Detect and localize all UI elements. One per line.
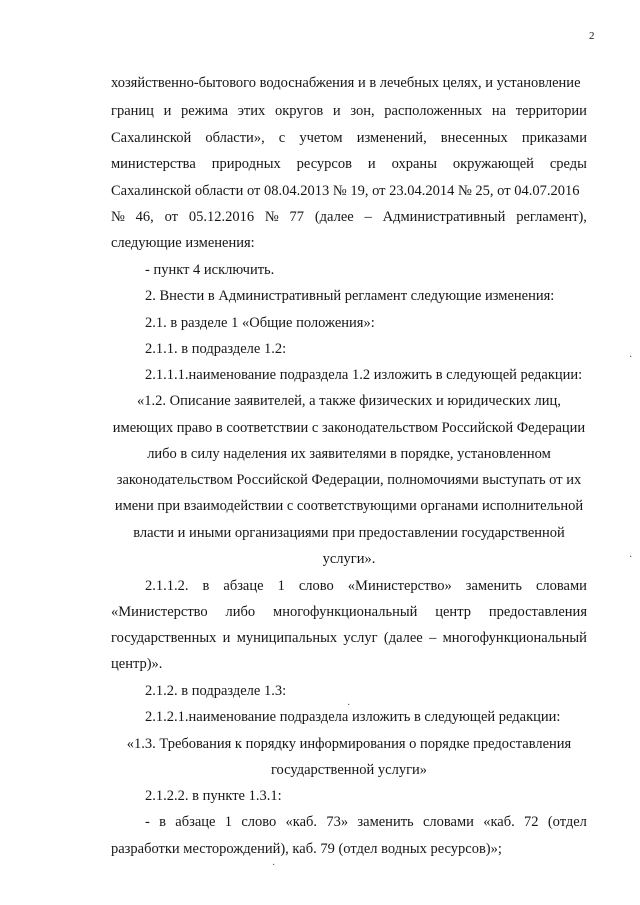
word: на	[491, 103, 507, 119]
word: учетом	[299, 130, 343, 146]
word: с	[278, 130, 286, 146]
word: от	[164, 209, 178, 225]
word: окружающей	[452, 156, 534, 172]
word: многофункциональный	[273, 604, 418, 620]
para-2-1-1-2-line4: центр)».	[111, 656, 163, 672]
para1-line7: следующие изменения:	[111, 235, 255, 251]
word: (далее	[314, 209, 354, 225]
quote1-line1: «1.2. Описание заявителей, а также физических и юридических лиц,	[137, 393, 561, 409]
quote1-line7: услуги».	[322, 551, 376, 567]
para-2-1-1-2-line3	[111, 629, 587, 647]
word: «каб.	[285, 814, 318, 830]
word: в	[159, 814, 166, 830]
word: (отдел	[547, 814, 587, 830]
word: ресурсов	[296, 156, 352, 172]
para-2-1-1-2-line1	[145, 577, 587, 595]
word: министерства	[111, 156, 196, 172]
word: области»,	[205, 130, 265, 146]
word: 46,	[135, 209, 154, 225]
word: предоставления	[488, 604, 587, 620]
word: изменений,	[356, 130, 427, 146]
word: Административный	[382, 209, 506, 225]
scan-speck: ·	[272, 860, 276, 871]
word: зон,	[350, 103, 375, 119]
word: среды	[549, 156, 587, 172]
quote2-line1: «1.3. Требования к порядку информирования о порядке предоставления	[126, 736, 572, 752]
word: словами	[422, 814, 474, 830]
word: либо	[225, 604, 256, 620]
word: 2.1.1.2.	[145, 578, 189, 594]
word: внесенных	[440, 130, 508, 146]
para1-line1: хозяйственно-бытового водоснабжения и в лечебных целях, и установление	[111, 75, 581, 91]
word: этих	[237, 103, 266, 119]
word: Сахалинской	[111, 130, 192, 146]
word: 1	[277, 578, 285, 594]
para1-line5: Сахалинской области от 08.04.2013 № 19, от 23.04.2014 № 25, от 04.07.2016	[111, 183, 580, 199]
word: слово	[241, 814, 277, 830]
para1-line3	[111, 129, 587, 147]
item-2-1-2: 2.1.2. в подразделе 1.3:	[145, 683, 287, 699]
quote1-line3: либо в силу наделения их заявителями в порядке, установленном	[147, 446, 551, 462]
word: и	[367, 156, 376, 172]
word: слово	[298, 578, 334, 594]
word: –	[429, 630, 437, 646]
word: 77	[289, 209, 305, 225]
para1-line2	[111, 102, 587, 120]
word: «каб.	[483, 814, 515, 830]
quote1-line4: законодательством Российской Федерации, полномочиями выступать от их	[116, 472, 582, 488]
word: -	[145, 814, 150, 830]
item-2-1-1-1: 2.1.1.1.наименование подраздела 1.2 изложить в следующей редакции:	[145, 367, 583, 383]
word: и	[163, 103, 172, 119]
scan-speck: ·	[629, 352, 633, 363]
word: абзаце	[223, 578, 264, 594]
para-last-line2: разработки месторождений), каб. 79 (отдел водных ресурсов)»;	[111, 841, 502, 857]
word: границ	[111, 103, 154, 119]
word: 05.12.2016	[188, 209, 255, 225]
item-2-1: 2.1. в разделе 1 «Общие положения»:	[145, 315, 375, 331]
word: 73»	[326, 814, 349, 830]
quote1-line5: имени при взаимодействии с соответствующими органами исполнительной	[114, 498, 584, 514]
word: №	[111, 209, 125, 225]
item-point4-delete: - пункт 4 исключить.	[145, 262, 275, 278]
quote1-line2: имеющих право в соответствии с законодательством Российской Федерации	[112, 420, 586, 436]
item-2-1-2-2: 2.1.2.2. в пункте 1.3.1:	[145, 788, 282, 804]
item-2-heading: 2. Внести в Административный регламент следующие изменения:	[145, 288, 555, 304]
word: услуг	[343, 630, 378, 646]
word: заменить	[465, 578, 522, 594]
para1-line4	[111, 155, 587, 173]
item-2-1-2-1: 2.1.2.1.наименование подраздела изложить в следующей редакции:	[145, 709, 561, 725]
word: регламент),	[516, 209, 587, 225]
word: «Министерство»	[347, 578, 452, 594]
word: расположенных	[384, 103, 483, 119]
word: многофункциональный	[442, 630, 587, 646]
word: и	[332, 103, 341, 119]
word: №	[264, 209, 279, 225]
word: 72	[524, 814, 539, 830]
word: заменить	[357, 814, 414, 830]
item-2-1-1: 2.1.1. в подразделе 1.2:	[145, 341, 287, 357]
scan-speck: ·	[629, 552, 633, 563]
word: (далее	[383, 630, 423, 646]
word: государственных	[111, 630, 217, 646]
word: муниципальных	[236, 630, 338, 646]
scan-speck: ·	[347, 700, 351, 711]
word: в	[202, 578, 210, 594]
quote2-line2: государственной услуги»	[270, 762, 428, 778]
word: территории	[515, 103, 587, 119]
word: –	[364, 209, 372, 225]
word: и	[222, 630, 231, 646]
para1-line6	[111, 208, 587, 226]
quote1-line6: власти и иными организациями при предоставлении государственной	[133, 525, 565, 541]
word: «Министерство	[111, 604, 208, 620]
word: центр	[435, 604, 471, 620]
word: абзаце	[175, 814, 216, 830]
para-last-line1	[145, 813, 587, 831]
word: природных	[211, 156, 281, 172]
word: режима	[181, 103, 229, 119]
word: охраны	[391, 156, 437, 172]
word: словами	[535, 578, 587, 594]
word: 1	[224, 814, 233, 830]
page-number: 2	[589, 30, 595, 42]
word: округов	[274, 103, 324, 119]
word: приказами	[521, 130, 587, 146]
para-2-1-1-2-line2	[111, 603, 587, 621]
